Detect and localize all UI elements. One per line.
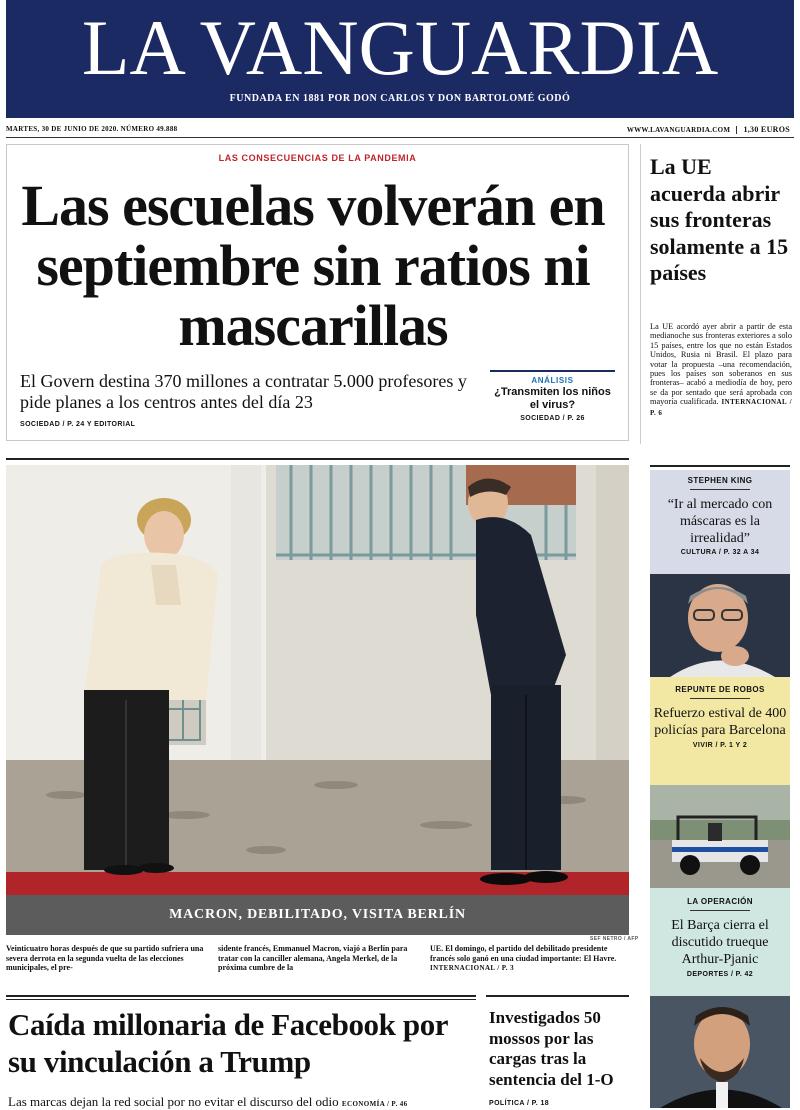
pjanic-photo: [650, 996, 790, 1108]
photo-merkel-macron: [6, 465, 629, 895]
side-body: [650, 322, 792, 418]
mossos-headline[interactable]: Investigados 50 mossos por las cargas tras la sentencia del 1-O: [489, 1008, 614, 1089]
mossos-rule: [486, 995, 629, 997]
photo-stephen-king: [650, 574, 790, 677]
barca-section: DEPORTES / P. 42: [686, 971, 754, 978]
photo-police-vehicle: [650, 785, 790, 888]
caption-column-3-text: UE. El domingo, el partido del debilitado presidente francés solo ganó en una ciudad importante: El Havre.: [430, 944, 617, 963]
rail-rule: [650, 465, 790, 467]
lead-deck: El Govern destina 370 millones a contratar 5.000 profesores y pide planes a los centros antes del día 23: [20, 371, 467, 412]
side-headline[interactable]: La UE acuerda abrir sus fronteras solamente a 15 países: [650, 154, 789, 285]
top-rule: [6, 137, 794, 138]
website-price: [627, 125, 790, 134]
price: 1,30 EUROS: [743, 125, 790, 134]
caption-column-1: Veinticuatro horas después de que su partido sufriera una severa derrota en la segunda vuelta de las elecciones municipales, el pre-: [6, 944, 204, 973]
lead-headline[interactable]: Las escuelas volverán en septiembre sin ratios ni mascarillas: [21, 173, 605, 358]
facebook-section: ECONOMÍA / P. 46: [341, 1100, 408, 1108]
masthead-subtitle: FUNDADA EN 1881 POR DON CARLOS Y DON BARTOLOMÉ GODÓ: [229, 93, 571, 104]
lead-kicker: LAS CONSECUENCIAS DE LA PANDEMIA: [218, 153, 417, 163]
police-photo: [650, 785, 790, 888]
barca-kicker: LA OPERACIÓN: [687, 897, 753, 906]
mossos-section: POLÍTICA / P. 18: [489, 1100, 550, 1107]
photo-pjanic: [650, 996, 790, 1108]
dateline: MARTES, 30 DE JUNIO DE 2020. NÚMERO 49.888: [6, 125, 178, 133]
king-box[interactable]: [650, 470, 790, 574]
photo-rule: [6, 458, 629, 460]
king-kicker: STEPHEN KING: [687, 476, 753, 485]
column-divider: [640, 144, 641, 444]
main-photo: [6, 465, 629, 895]
facebook-deck-text: Las marcas dejan la red social por no evitar el discurso del odio: [8, 1094, 339, 1109]
photo-caption-title: MACRON, DEBILITADO, VISITA BERLÍN: [6, 895, 629, 935]
robos-section: VIVIR / P. 1 Y 2: [692, 742, 748, 749]
masthead: [6, 0, 794, 118]
caption-column-2: sidente francés, Emmanuel Macron, viajó a Berlín para tratar con la canciller alemana, Angela Merkel, de la próxima cumbre de la: [218, 944, 408, 973]
king-section: CULTURA / P. 32 A 34: [680, 549, 760, 556]
barca-headline: El Barça cierra el discutido trueque Arthur-Pjanic: [671, 918, 769, 967]
king-quote: “Ir al mercado con máscaras es la irrealidad”: [667, 497, 773, 546]
caption-column-3: [430, 944, 630, 974]
analysis-box[interactable]: [490, 370, 615, 422]
website: WWW.LAVANGUARDIA.COM: [626, 126, 731, 134]
facebook-rule: [6, 995, 476, 997]
side-section: INTERNACIONAL / P. 6: [650, 398, 792, 417]
king-photo: [650, 574, 790, 677]
analysis-label: ANÁLISIS: [531, 376, 574, 385]
caption-section: INTERNACIONAL / P. 3: [430, 964, 514, 973]
analysis-headline: ¿Transmiten los niños el virus?: [494, 386, 611, 411]
analysis-section: SOCIEDAD / P. 26: [520, 415, 585, 422]
side-body-text: La UE acordó ayer abrir a partir de esta medianoche sus fronteras exteriores a solo 15 países, entre los que no están Estados Unidos, Rusia ni Brasil. El plazo para votar la propuesta –una recomendación, pues los países son soberanos en sus fronteras– acabó a mediodía de hoy, pero se da por sentado que será aprobada con mayoría cualificada.: [650, 322, 792, 407]
robos-box[interactable]: [650, 677, 790, 785]
newspaper-title: LA VANGUARDIA: [81, 4, 719, 91]
robos-kicker: REPUNTE DE ROBOS: [675, 685, 765, 694]
robos-headline: Refuerzo estival de 400 policías para Barcelona: [653, 706, 787, 738]
facebook-headline[interactable]: Caída millonaria de Facebook por su vinculación a Trump: [8, 1007, 448, 1079]
photo-credit: SEF NETRO / AFP: [590, 936, 639, 942]
lead-section: SOCIEDAD / P. 24 Y EDITORIAL: [20, 421, 136, 428]
barca-box[interactable]: [650, 888, 790, 996]
facebook-rule-2: [6, 999, 476, 1000]
